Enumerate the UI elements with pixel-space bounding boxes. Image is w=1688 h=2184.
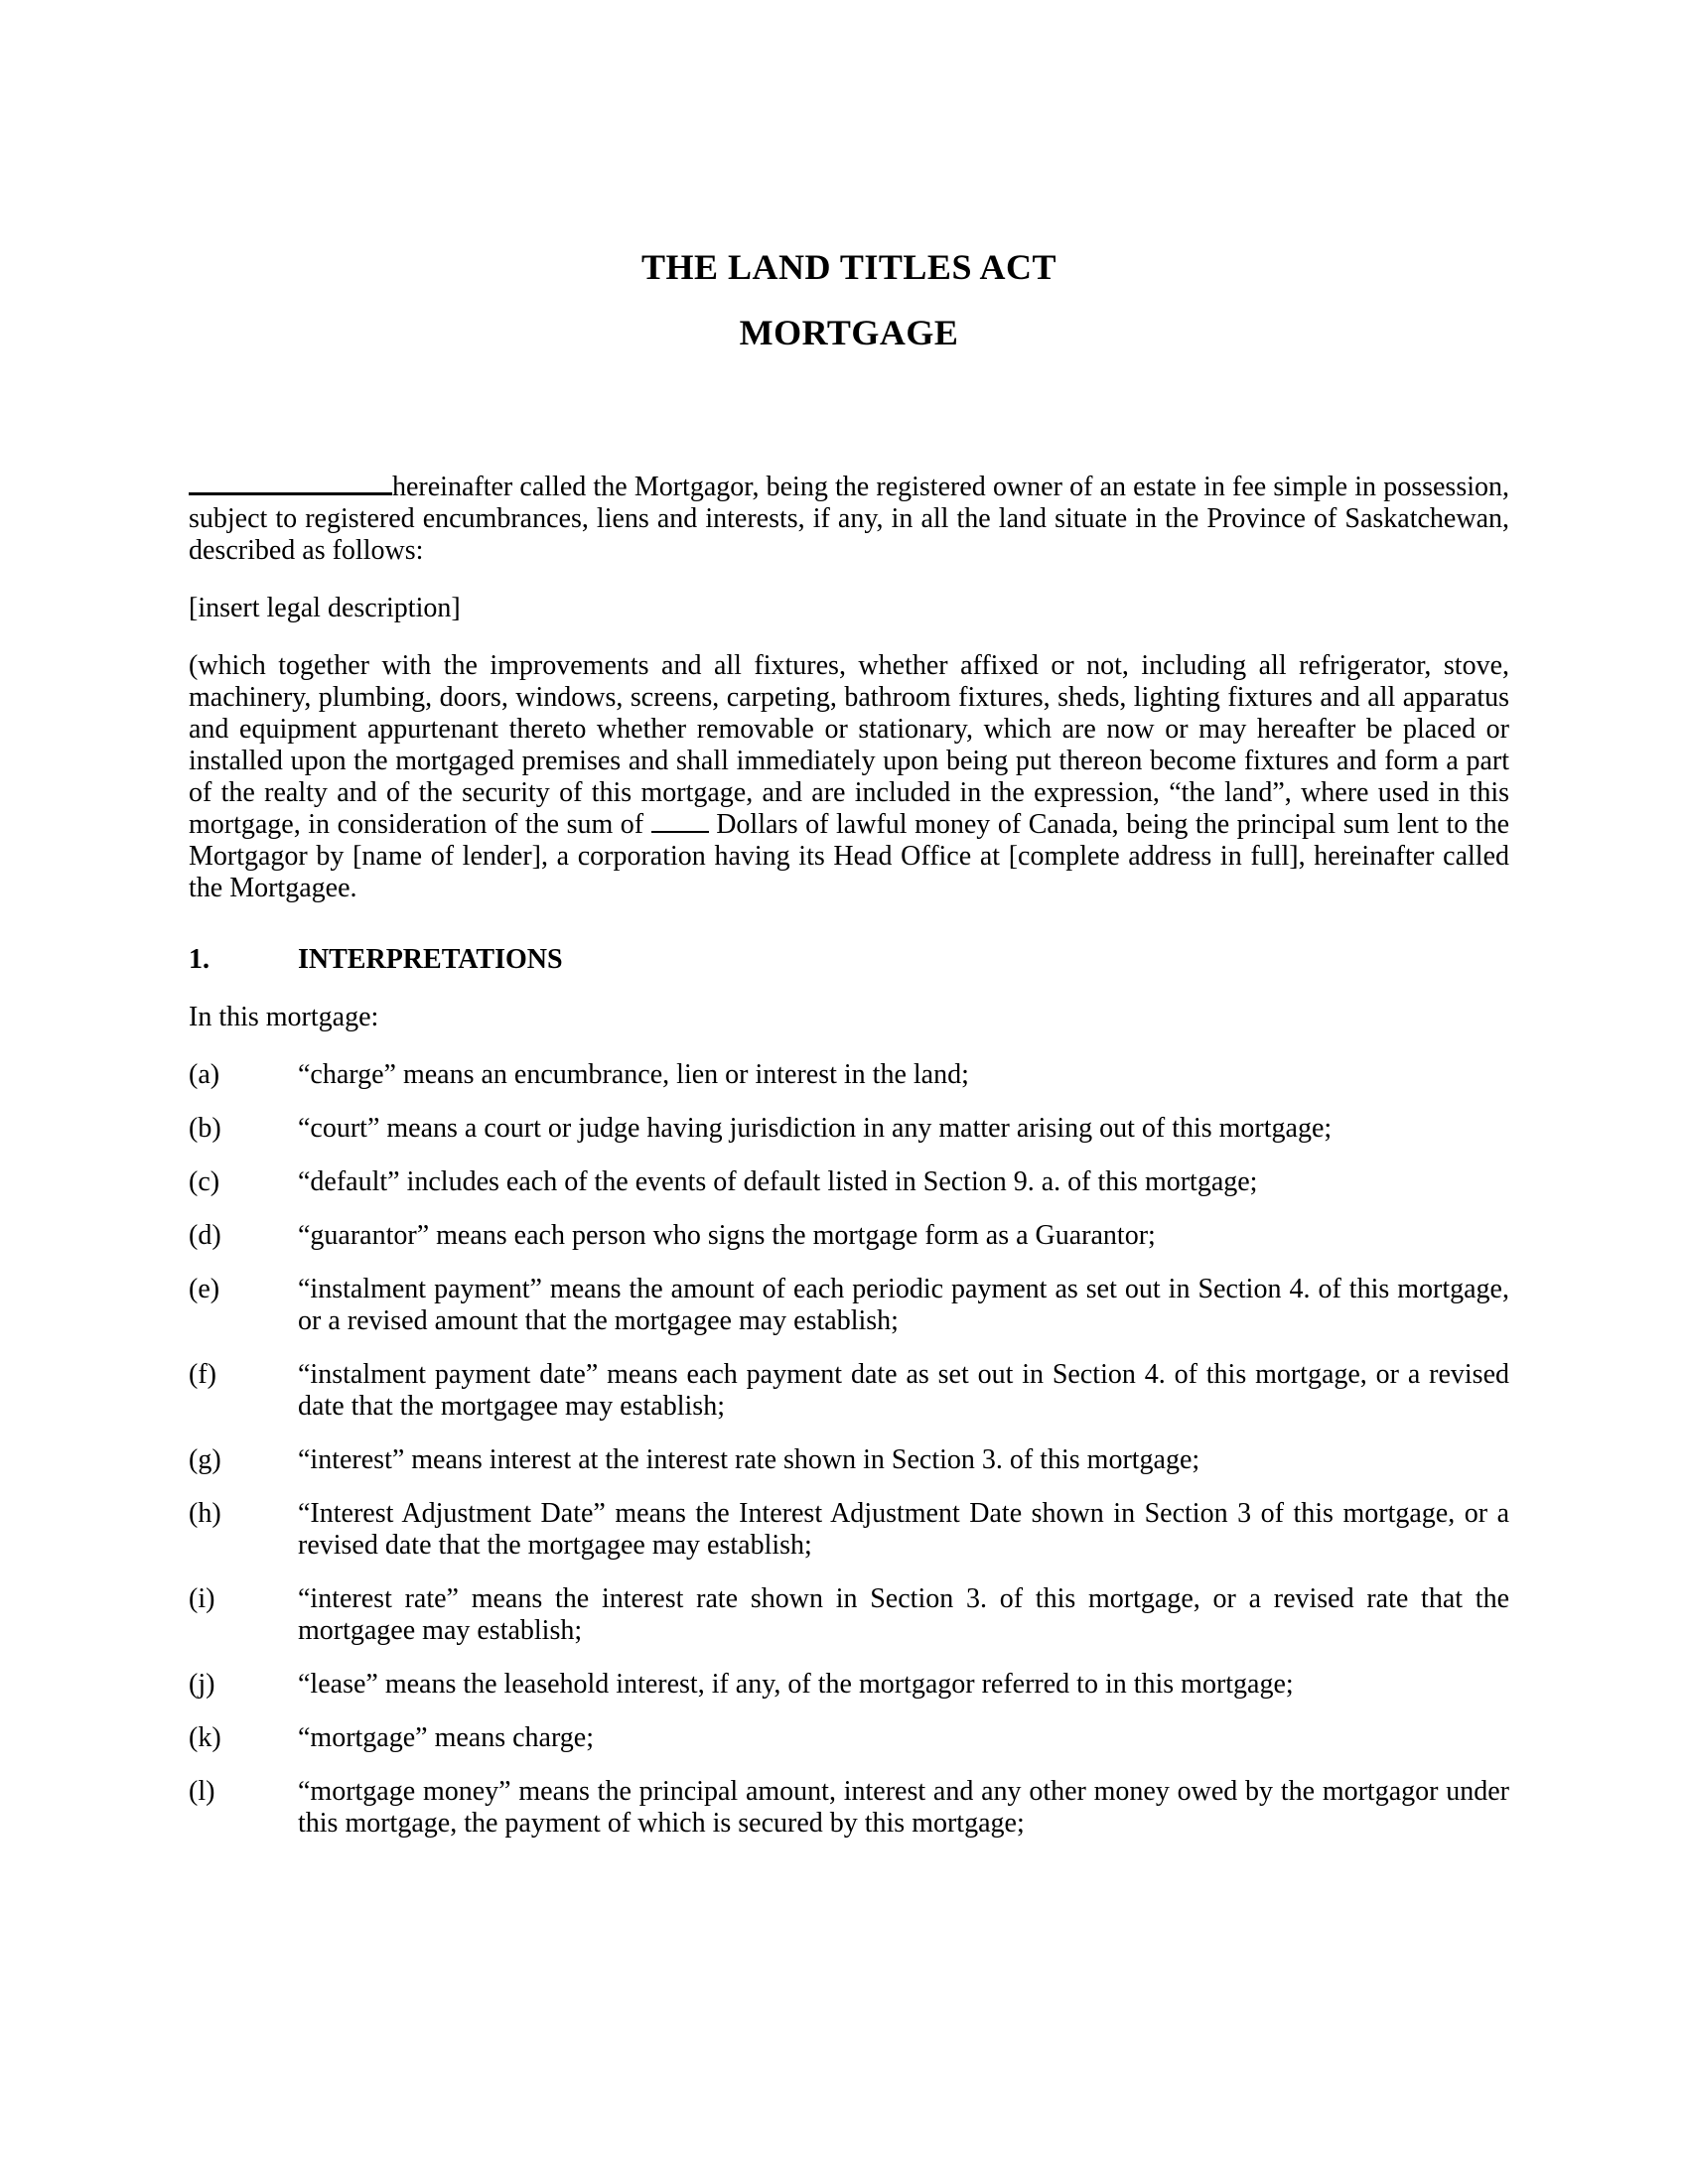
- principal-amount-blank: [651, 811, 709, 833]
- definition-item-h: [189, 1498, 1509, 1562]
- section-1-heading-text: INTERPRETATIONS: [298, 944, 563, 975]
- definition-text: “charge” means an encumbrance, lien or interest in the land;: [298, 1059, 969, 1090]
- definition-text: “instalment payment” means the amount of each periodic payment as set out in Section 4. of this mortgage, or a revised amount that the mortgagee may establish;: [298, 1274, 1509, 1336]
- document-title-line2: MORTGAGE: [739, 313, 959, 352]
- consideration-paragraph: [189, 650, 1509, 904]
- document-title: [189, 246, 1509, 353]
- definition-label: (j): [189, 1669, 215, 1700]
- definitions-list: [189, 1059, 1509, 1840]
- definition-text: “court” means a court or judge having jurisdiction in any matter arising out of this mortgage;: [298, 1113, 1333, 1144]
- definition-label: (e): [189, 1274, 220, 1304]
- legal-description-placeholder: [insert legal description]: [189, 593, 461, 623]
- consideration-text-after: Dollars of lawful money of Canada, being the principal sum lent to the Mortgagor by [name of lender], a corporation having its Head Office at [complete address in full], hereinafter called the Mortgagee.: [189, 809, 1509, 903]
- definition-text: “interest” means interest at the interest rate shown in Section 3. of this mortgage;: [298, 1444, 1200, 1475]
- definition-label: (f): [189, 1359, 216, 1390]
- section-1-heading: [189, 944, 1509, 976]
- section-1-lead-in: In this mortgage:: [189, 1002, 379, 1032]
- definition-item-d: [189, 1220, 1509, 1252]
- opening-paragraph: [189, 471, 1509, 567]
- definition-label: (k): [189, 1722, 221, 1753]
- definition-text: “default” includes each of the events of default listed in Section 9. a. of this mortgage;: [298, 1166, 1258, 1197]
- definition-item-k: [189, 1722, 1509, 1754]
- definition-item-b: [189, 1113, 1509, 1145]
- definition-label: (a): [189, 1059, 220, 1090]
- definition-text: “interest rate” means the interest rate shown in Section 3. of this mortgage, or a revised rate that the mortgagee may establish;: [298, 1583, 1509, 1646]
- definition-item-g: [189, 1444, 1509, 1476]
- definition-text: “guarantor” means each person who signs the mortgage form as a Guarantor;: [298, 1220, 1156, 1251]
- definition-text: “instalment payment date” means each payment date as set out in Section 4. of this mortgage, or a revised date that the mortgagee may establish;: [298, 1359, 1509, 1422]
- document-title-line1: THE LAND TITLES ACT: [641, 247, 1056, 287]
- definition-item-f: [189, 1359, 1509, 1423]
- definition-label: (c): [189, 1166, 220, 1197]
- definition-label: (h): [189, 1498, 221, 1529]
- definition-item-l: [189, 1776, 1509, 1840]
- definition-label: (l): [189, 1776, 215, 1807]
- opening-paragraph-text: hereinafter called the Mortgagor, being the registered owner of an estate in fee simple in possession, subject to registered encumbrances, liens and interests, if any, in all the land situate in the Province of Saskatchewan, described as follows:: [189, 472, 1509, 566]
- definition-text: “lease” means the leasehold interest, if any, of the mortgagor referred to in this mortgage;: [298, 1669, 1294, 1700]
- definition-label: (g): [189, 1444, 221, 1475]
- definition-label: (b): [189, 1113, 221, 1144]
- definition-item-i: [189, 1583, 1509, 1647]
- mortgagor-name-blank: [189, 471, 392, 495]
- definition-label: (d): [189, 1220, 221, 1251]
- section-1-number: 1.: [189, 944, 210, 975]
- definition-item-a: [189, 1059, 1509, 1091]
- definition-text: “Interest Adjustment Date” means the Interest Adjustment Date shown in Section 3 of this mortgage, or a revised date that the mortgagee may establish;: [298, 1498, 1509, 1561]
- definition-item-e: [189, 1274, 1509, 1337]
- definition-text: “mortgage” means charge;: [298, 1722, 595, 1753]
- definition-text: “mortgage money” means the principal amount, interest and any other money owed by the mortgagor under this mortgage, the payment of which is secured by this mortgage;: [298, 1776, 1509, 1839]
- definition-item-c: [189, 1166, 1509, 1198]
- consideration-text-before: (which together with the improvements and all fixtures, whether affixed or not, including all refrigerator, stove, machinery, plumbing, doors, windows, screens, carpeting, bathroom fixtures, sheds, lighting fixtures and all apparatus and equipment appurtenant thereto whether removable or stationary, which are now or may hereafter be placed or installed upon the mortgaged premises and shall immediately upon being put thereon become fixtures and form a part of the realty and of the security of this mortgage, and are included in the expression, “the land”, where used in this mortgage, in consideration of the sum of: [189, 650, 1509, 840]
- definition-label: (i): [189, 1583, 215, 1614]
- definition-item-j: [189, 1669, 1509, 1701]
